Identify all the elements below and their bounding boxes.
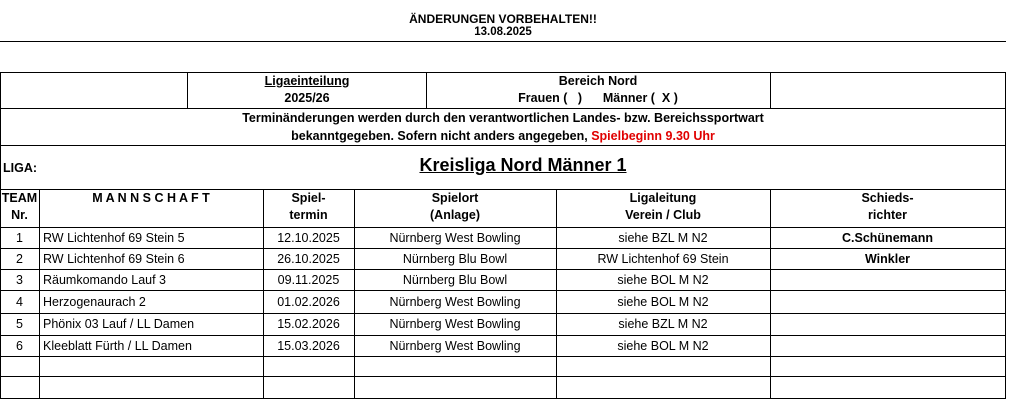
notes-line-2	[0, 127, 1006, 145]
match-date: 09.11.2025	[277, 273, 340, 287]
team-nr: 6	[16, 339, 23, 353]
rule-line	[0, 41, 1006, 42]
col-header-spielort	[354, 190, 556, 224]
team-name: Räumkomando Lauf 3	[43, 273, 166, 287]
league-lead: siehe BZL M N2	[618, 317, 708, 331]
team-nr: 2	[16, 252, 23, 266]
venue: Nürnberg West Bowling	[389, 295, 521, 309]
league-lead: siehe BOL M N2	[617, 295, 709, 309]
col-header-mannschaft: M A N N S C H A F T	[92, 191, 210, 205]
col-header-spielort-line1: Spielort	[431, 191, 479, 205]
gender-selection: Frauen ( ) Männer ( X )	[518, 91, 678, 105]
venue: Nürnberg Blu Bowl	[402, 273, 508, 287]
col-header-team-line1: TEAM	[1, 191, 38, 205]
referee: Winkler	[864, 252, 911, 266]
col-divider	[39, 189, 40, 398]
venue: Nürnberg West Bowling	[389, 231, 521, 245]
season: 2025/26	[284, 91, 330, 105]
col-header-schiedsrichter	[770, 190, 1005, 224]
rule-line	[0, 398, 1006, 399]
team-nr: 3	[16, 273, 23, 287]
team-name: Phönix 03 Lauf / LL Damen	[43, 317, 195, 331]
referee: C.Schünemann	[842, 231, 933, 245]
team-nr: 4	[16, 295, 23, 309]
team-nr: 1	[16, 231, 23, 245]
league-lead: siehe BOL M N2	[617, 339, 709, 353]
col-header-schiedsrichter-line1: Schieds-	[861, 191, 914, 205]
rule-line	[0, 376, 1006, 377]
col-header-schiedsrichter-line2: richter	[868, 208, 907, 222]
venue: Nürnberg Blu Bowl	[402, 252, 508, 266]
team-name: Herzogenaurach 2	[43, 295, 146, 309]
team-name: Kleeblatt Fürth / LL Damen	[43, 339, 192, 353]
venue: Nürnberg West Bowling	[389, 339, 521, 353]
league-title: Kreisliga Nord Männer 1	[419, 155, 627, 175]
document-date: 13.08.2025	[474, 26, 532, 38]
col-header-ligaleitung-line2: Verein / Club	[625, 208, 701, 222]
info-divider	[770, 72, 771, 108]
league-lead: RW Lichtenhof 69 Stein	[597, 252, 729, 266]
venue: Nürnberg West Bowling	[389, 317, 521, 331]
ligaeinteilung-label	[187, 73, 427, 90]
liga-label: LIGA:	[3, 161, 38, 175]
match-date: 01.02.2026	[277, 295, 340, 309]
start-time-note: Spielbeginn 9.30 Uhr	[591, 129, 715, 143]
rule-line	[0, 356, 1006, 357]
col-header-spieltermin-line2: termin	[289, 208, 328, 222]
rule-line	[0, 290, 1006, 291]
notes-line-2-text: bekanntgegeben. Sofern nicht anders angegeben,	[291, 129, 592, 143]
match-date: 15.02.2026	[277, 317, 340, 331]
league-lead: siehe BOL M N2	[617, 273, 709, 287]
col-header-spieltermin-line1: Spiel-	[291, 191, 326, 205]
ligaeinteilung-text: Ligaeinteilung	[264, 74, 350, 88]
bereich-label: Bereich Nord	[558, 74, 638, 88]
col-header-spieltermin	[263, 190, 354, 224]
team-name: RW Lichtenhof 69 Stein 6	[43, 252, 185, 266]
team-nr: 5	[16, 317, 23, 331]
match-date: 15.03.2026	[277, 339, 340, 353]
match-date: 12.10.2025	[277, 231, 340, 245]
league-lead: siehe BZL M N2	[618, 231, 708, 245]
team-name: RW Lichtenhof 69 Stein 5	[43, 231, 185, 245]
col-header-spielort-line2: (Anlage)	[430, 208, 480, 222]
notes-line-1: Terminänderungen werden durch den verantwortlichen Landes- bzw. Bereichssportwart	[242, 111, 764, 125]
col-header-team	[0, 190, 39, 224]
col-header-ligaleitung-line1: Ligaleitung	[629, 191, 697, 205]
col-header-team-line2: Nr.	[11, 208, 28, 222]
col-header-ligaleitung	[556, 190, 770, 224]
rule-line	[0, 145, 1006, 146]
notice-heading: ÄNDERUNGEN VORBEHALTEN!!	[409, 12, 597, 26]
match-date: 26.10.2025	[277, 252, 340, 266]
